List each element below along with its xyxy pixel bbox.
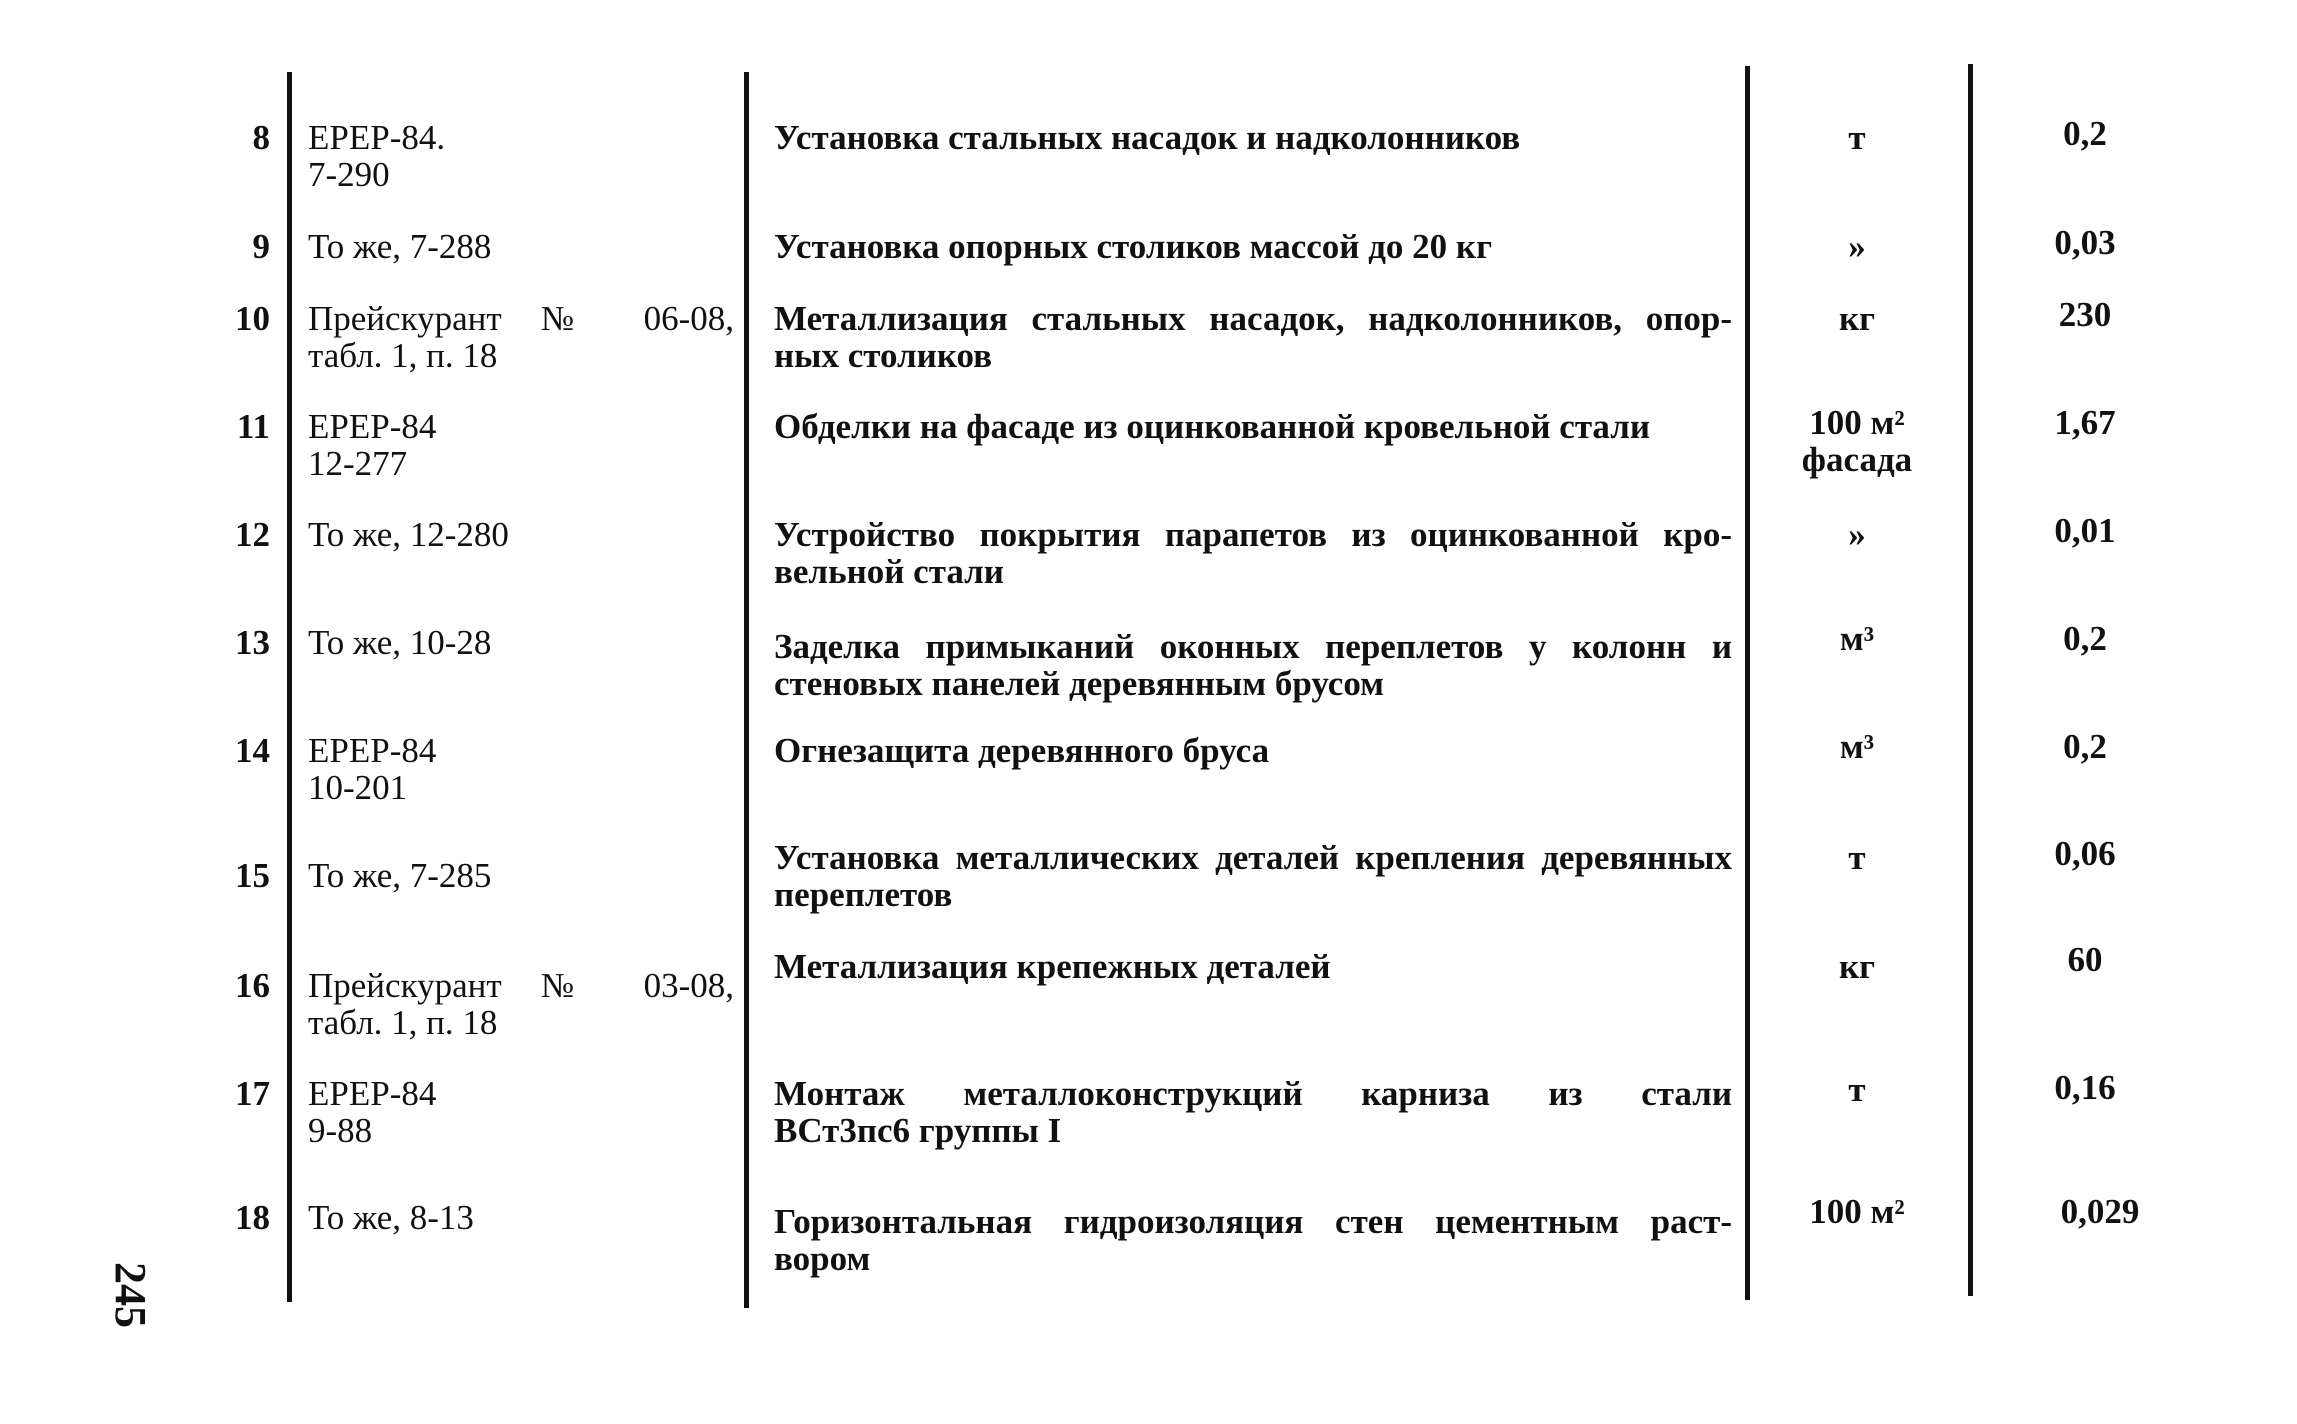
description-line: Горизонтальная гидроизоляция стен цементным раст-	[774, 1202, 1732, 1241]
row-number: 13	[235, 623, 270, 662]
unit	[1755, 404, 1959, 478]
reference-line: То же, 7-288	[308, 227, 492, 266]
work-description	[774, 228, 1732, 265]
unit	[1755, 728, 1959, 765]
row-number: 11	[236, 407, 270, 446]
description-line: Обделки на фасаде из оцинкованной кровельной стали	[774, 407, 1651, 446]
description-line: Установка металлических деталей крепления деревянных	[774, 838, 1732, 877]
unit-line: т	[1848, 838, 1866, 877]
table-row	[0, 511, 2297, 591]
reference-line: Прейскурант № 06-08,	[308, 299, 734, 338]
work-description	[774, 516, 1732, 590]
description-line: вельной стали	[774, 552, 1004, 591]
unit	[1755, 300, 1959, 337]
reference	[308, 516, 734, 553]
table-row	[0, 727, 2297, 807]
column-rule-4	[1968, 64, 1973, 1296]
work-description	[774, 408, 1732, 445]
quantity: 0,06	[2054, 834, 2116, 873]
work-description	[774, 1203, 1732, 1277]
work-description	[774, 119, 1732, 156]
reference	[308, 300, 734, 374]
description-line: Устройство покрытия парапетов из оцинкованной кро-	[774, 515, 1732, 554]
unit	[1755, 228, 1959, 265]
unit-line: т	[1848, 1070, 1866, 1109]
unit-line: »	[1848, 227, 1866, 266]
description-line: переплетов	[774, 875, 953, 914]
unit	[1755, 620, 1959, 657]
unit-line: фасада	[1801, 440, 1913, 479]
unit-line: м³	[1839, 727, 1875, 766]
reference-line: табл. 1, п. 18	[308, 1003, 498, 1042]
quantity: 0,2	[2063, 114, 2107, 153]
row-number: 9	[252, 227, 270, 266]
description-line: Установка стальных насадок и надколонников	[774, 118, 1521, 157]
unit-line: »	[1848, 515, 1866, 554]
description-line: Металлизация крепежных деталей	[774, 947, 1331, 986]
reference	[308, 1075, 734, 1149]
description-line: Заделка примыканий оконных переплетов у колонн и	[774, 627, 1732, 666]
quantity: 1,67	[2054, 403, 2116, 442]
unit	[1755, 1193, 1959, 1230]
unit	[1755, 516, 1959, 553]
work-description	[774, 948, 1732, 985]
quantity: 0,2	[2063, 727, 2107, 766]
description-line: Установка опорных столиков массой до 20 кг	[774, 227, 1492, 266]
reference	[308, 228, 734, 265]
row-number: 18	[235, 1198, 270, 1237]
description-line: ВСт3пс6 группы I	[774, 1111, 1062, 1150]
description-line: Огнезащита деревянного бруса	[774, 731, 1270, 770]
unit-line: кг	[1838, 947, 1876, 986]
reference-line: 9-88	[308, 1111, 373, 1150]
description-line: Монтаж металлоконструкций карниза из стали	[774, 1074, 1732, 1113]
unit-line: кг	[1838, 299, 1876, 338]
reference-line: ЕРЕР-84	[308, 407, 437, 446]
unit-line: 100 м²	[1809, 403, 1905, 442]
quantity: 0,2	[2063, 619, 2107, 658]
reference	[308, 967, 734, 1041]
quantity: 0,16	[2054, 1068, 2116, 1107]
reference-line: Прейскурант № 03-08,	[308, 966, 734, 1005]
page-number: 245	[106, 1262, 155, 1328]
reference	[308, 857, 734, 894]
table-row	[0, 1068, 2297, 1150]
description-line: стеновых панелей деревянным брусом	[774, 664, 1384, 703]
quantity: 0,03	[2054, 223, 2116, 262]
reference-line: То же, 8-13	[308, 1198, 474, 1237]
unit-line: м³	[1839, 619, 1875, 658]
table-row	[0, 403, 2297, 483]
table-row	[0, 619, 2297, 703]
work-description	[774, 732, 1732, 769]
reference-line: ЕРЕР-84.	[308, 118, 446, 157]
reference-line: То же, 12-280	[308, 515, 509, 554]
row-number: 14	[235, 731, 270, 770]
unit	[1755, 948, 1959, 985]
reference	[308, 408, 734, 482]
table-row	[0, 1192, 2297, 1278]
row-number: 10	[235, 299, 270, 338]
reference-line: 7-290	[308, 155, 390, 194]
table-row	[0, 940, 2297, 1042]
table-row	[0, 834, 2297, 914]
table-row	[0, 114, 2297, 194]
work-description	[774, 1075, 1732, 1149]
unit-line: 100 м²	[1809, 1192, 1905, 1231]
reference-line: 12-277	[308, 444, 408, 483]
unit-line: т	[1848, 118, 1866, 157]
reference-line: 10-201	[308, 768, 408, 807]
row-number: 16	[235, 966, 270, 1005]
column-rule-3	[1745, 66, 1750, 1300]
work-description	[774, 839, 1732, 913]
row-number: 17	[235, 1074, 270, 1113]
quantity: 0,029	[2060, 1192, 2140, 1231]
table-row	[0, 295, 2297, 375]
reference	[308, 119, 734, 193]
unit	[1755, 839, 1959, 876]
column-rule-2	[744, 72, 749, 1308]
table-row	[0, 223, 2297, 266]
reference	[308, 624, 734, 661]
reference-line: ЕРЕР-84	[308, 1074, 437, 1113]
reference-line: табл. 1, п. 18	[308, 336, 498, 375]
unit	[1755, 1071, 1959, 1108]
description-line: ных столиков	[774, 336, 993, 375]
reference	[308, 1199, 734, 1236]
description-line: вором	[774, 1239, 871, 1278]
reference-line: ЕРЕР-84	[308, 731, 437, 770]
row-number: 15	[235, 856, 270, 895]
reference	[308, 732, 734, 806]
row-number: 12	[235, 515, 270, 554]
row-number: 8	[252, 118, 270, 157]
quantity: 60	[2067, 940, 2103, 979]
work-description	[774, 628, 1732, 702]
work-description	[774, 300, 1732, 374]
description-line: Металлизация стальных насадок, надколонников, опор-	[774, 299, 1732, 338]
column-rule-1	[287, 72, 292, 1302]
reference-line: То же, 10-28	[308, 623, 492, 662]
reference-line: То же, 7-285	[308, 856, 492, 895]
quantity: 230	[2058, 295, 2112, 334]
unit	[1755, 119, 1959, 156]
quantity: 0,01	[2054, 511, 2116, 550]
